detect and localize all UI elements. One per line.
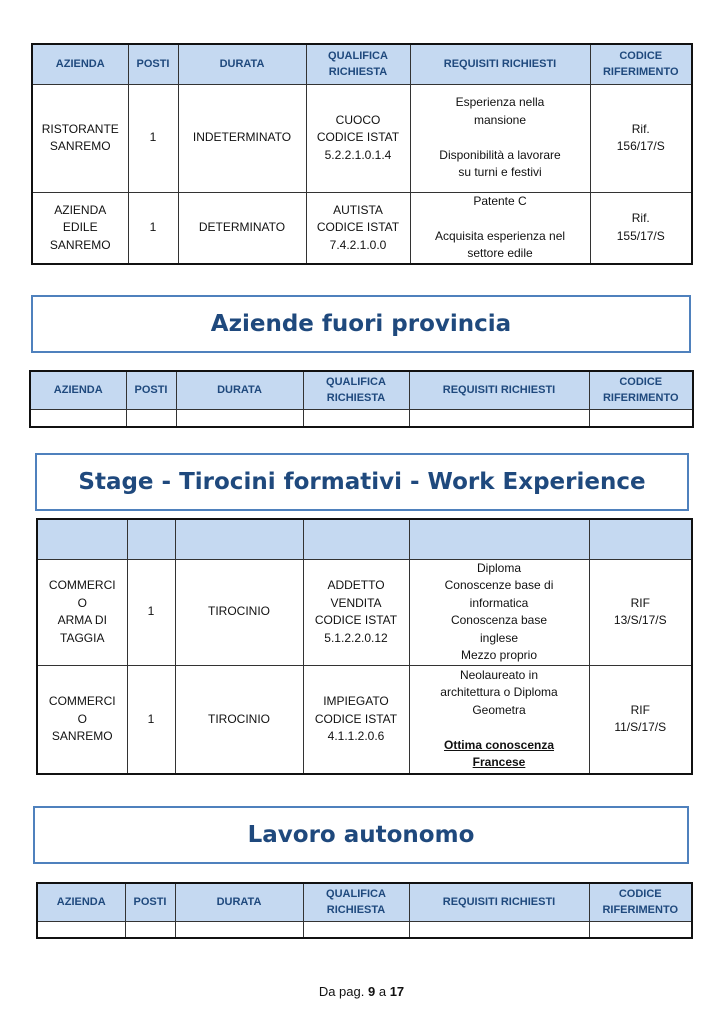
table-row (37, 921, 692, 938)
header-posti: POSTI (128, 44, 178, 84)
header-posti: POSTI (125, 883, 175, 921)
cell-azienda: RISTORANTE SANREMO (32, 84, 128, 192)
header-durata: DURATA (175, 883, 303, 921)
header-azienda: AZIENDA (37, 883, 125, 921)
cell-codice: RIF 13/S/17/S (589, 559, 692, 665)
header-azienda: AZIENDA (32, 44, 128, 84)
cell-azienda: COMMERCI O SANREMO (37, 665, 127, 774)
table-row (32, 192, 692, 264)
cell-qualifica: IMPIEGATO CODICE ISTAT 4.1.1.2.0.6 (303, 665, 409, 774)
table-header-row (32, 44, 692, 84)
requisiti-highlight: Ottima conoscenza (443, 737, 555, 752)
section-title-text: Lavoro autonomo (247, 822, 475, 848)
cell-qualifica: AUTISTA CODICE ISTAT 7.4.2.1.0.0 (306, 192, 410, 264)
cell-codice: RIF 11/S/17/S (589, 665, 692, 774)
cell-posti: 1 (127, 559, 175, 665)
cell-requisiti: Neolaureato in architettura o Diploma Geometra Ottima conoscenza Francese (409, 665, 589, 774)
header-codice: CODICE RIFERIMENTO (589, 883, 692, 921)
page-footer (0, 984, 723, 999)
cell-posti: 1 (127, 665, 175, 774)
header-durata: DURATA (176, 371, 303, 409)
cell-durata: TIROCINIO (175, 665, 303, 774)
footer-total-pages: 17 (389, 984, 405, 999)
header-azienda: AZIENDA (30, 371, 126, 409)
table-header-row (37, 883, 692, 921)
cell-requisiti: Esperienza nella mansione Disponibilità a lavorare su turni e festivi (410, 84, 590, 192)
table-row (32, 84, 692, 192)
section-title-text: Stage - Tirocini formativi - Work Experience (78, 469, 646, 495)
cell-durata: INDETERMINATO (178, 84, 306, 192)
footer-page-number: 9 (367, 984, 376, 999)
header-durata: DURATA (178, 44, 306, 84)
empty-table-autonomo (36, 882, 693, 939)
table-row (37, 665, 692, 774)
header-requisiti: REQUISITI RICHIESTI (409, 883, 589, 921)
section-title-stage (35, 453, 689, 511)
section-title-text: Aziende fuori provincia (210, 311, 512, 337)
cell-posti: 1 (128, 192, 178, 264)
cell-durata: TIROCINIO (175, 559, 303, 665)
header-requisiti: REQUISITI RICHIESTI (410, 44, 590, 84)
cell-azienda: COMMERCI O ARMA DI TAGGIA (37, 559, 127, 665)
cell-azienda: AZIENDA EDILE SANREMO (32, 192, 128, 264)
header-codice: CODICE RIFERIMENTO (590, 44, 692, 84)
header-requisiti: REQUISITI RICHIESTI (409, 371, 589, 409)
cell-qualifica: CUOCO CODICE ISTAT 5.2.2.1.0.1.4 (306, 84, 410, 192)
cell-durata: DETERMINATO (178, 192, 306, 264)
section-title-autonomo (33, 806, 689, 864)
stage-table (36, 518, 693, 775)
header-qualifica: QUALIFICA RICHIESTA (303, 371, 409, 409)
cell-qualifica: ADDETTO VENDITA CODICE ISTAT 5.1.2.2.0.12 (303, 559, 409, 665)
job-table (31, 43, 693, 265)
cell-requisiti: Diploma Conoscenze base di informatica Conoscenza base inglese Mezzo proprio (409, 559, 589, 665)
table-header-row (30, 371, 693, 409)
cell-posti: 1 (128, 84, 178, 192)
table-row (37, 559, 692, 665)
cell-codice: Rif. 156/17/S (590, 84, 692, 192)
table-row (30, 409, 693, 427)
footer-separator: a (378, 984, 387, 999)
cell-requisiti: Patente C Acquisita esperienza nel settore edile (410, 192, 590, 264)
table-header-row (37, 519, 692, 559)
header-posti: POSTI (126, 371, 176, 409)
header-qualifica: QUALIFICA RICHIESTA (306, 44, 410, 84)
header-qualifica: QUALIFICA RICHIESTA (303, 883, 409, 921)
footer-prefix: Da pag. (318, 984, 365, 999)
requisiti-highlight: Francese (472, 755, 526, 770)
section-title-fuori-provincia (31, 295, 691, 353)
cell-codice: Rif. 155/17/S (590, 192, 692, 264)
header-codice: CODICE RIFERIMENTO (589, 371, 693, 409)
empty-table-fuori-provincia (29, 370, 694, 428)
